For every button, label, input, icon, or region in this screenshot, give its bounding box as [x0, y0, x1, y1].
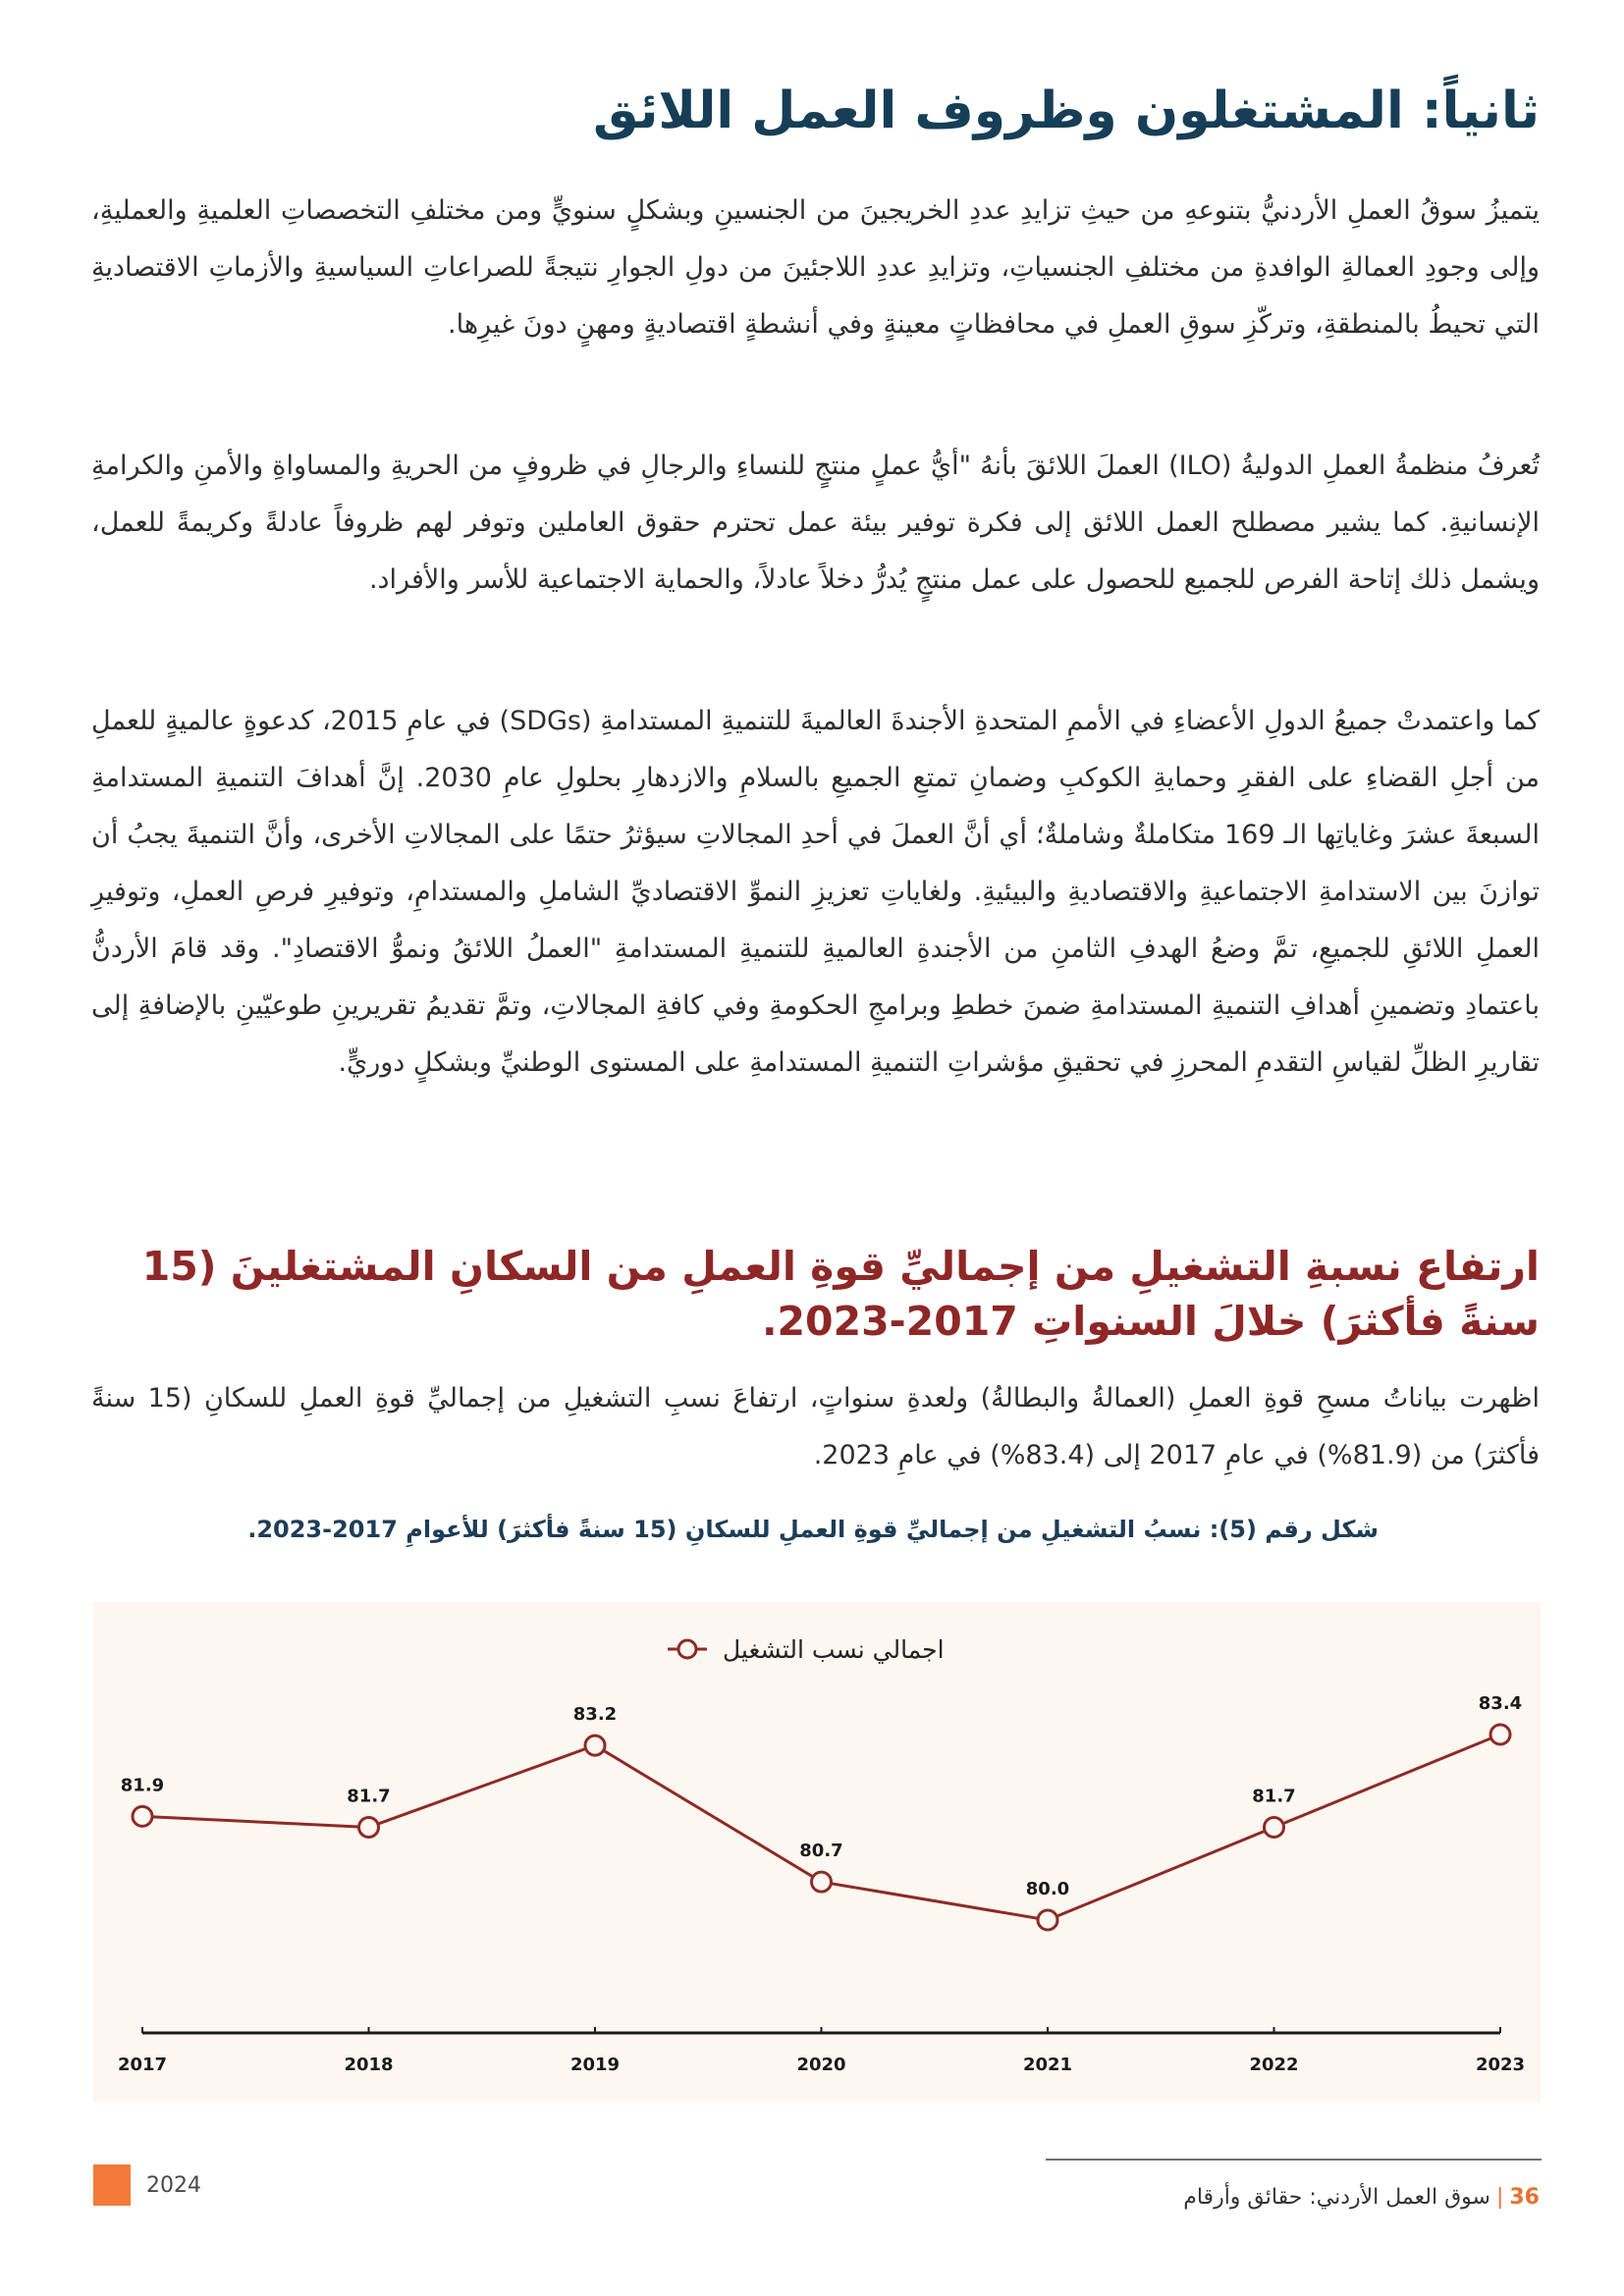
footer-divider	[1046, 2159, 1542, 2161]
section-title: ارتفاع نسبةِ التشغيلِ من إجماليِّ قوةِ العملِ من السكانِ المشتغلينَ (15 سنةً فأكثرَ) خلالَ السنواتِ 2017-2023.	[141, 1243, 1540, 1345]
data-label: 81.7	[1252, 1786, 1296, 1807]
page-title: ثانياً: المشتغلون وظروف العمل اللائق	[592, 81, 1540, 140]
footer-publication	[1183, 2185, 1540, 2210]
publication-title: سوق العمل الأردني: حقائق وأرقام	[1183, 2185, 1490, 2210]
chart-legend	[668, 1629, 945, 1669]
x-axis-label: 2017	[117, 2055, 168, 2075]
figure-caption: شكل رقم (5): نسبُ التشغيلِ من إجماليِّ قوةِ العملِ للسكانِ (15 سنةً فأكثرَ) للأعوامِ 2017-2023.	[247, 1516, 1379, 1543]
orange-square-icon	[93, 2164, 131, 2206]
chart-panel	[93, 1602, 1541, 2103]
x-axis-label: 2019	[569, 2055, 621, 2075]
page-number: 36	[1509, 2185, 1540, 2210]
x-axis-label: 2020	[796, 2055, 846, 2075]
legend-label: اجمالي نسب التشغيل	[723, 1634, 945, 1664]
footer-year: 2024	[146, 2172, 201, 2198]
data-label: 83.4	[1478, 1692, 1523, 1714]
footer-separator: |	[1495, 2185, 1504, 2210]
paragraph-employment-rate: اظهرت بياناتُ مسحِ قوةِ العملِ (العمالةُ والبطالةُ) ولعدةِ سنواتٍ، ارتفاعَ نسبِ التشغيلِ من إجماليِّ قوةِ العملِ للسكانِ (15 سنةً فأكثرَ) من (81.9%) في عامِ 2017 إلى (83.4%) في عامِ 2023.	[91, 1383, 1540, 1470]
paragraph-sdgs: كما واعتمدتْ جميعُ الدولِ الأعضاءِ في الأممِ المتحدةِ الأجندةَ العالميةَ للتنميةِ المستدامةِ (SDGs) في عامِ 2015، كدعوةٍ عالميةٍ للعملِ من أجلِ القضاءِ على الفقرِ وحمايةِ الكوكبِ وضمانِ تمتعِ الجميعِ بالسلامِ والازدهارِ بحلولِ عامِ 2030. إنَّ أهدافَ التنميةِ المستدامةِ السبعةَ عشرَ وغاياتِها الـ 169 متكاملةٌ وشاملةٌ؛ أي أنَّ العملَ في أحدِ المجالاتِ سيؤثرُ حتمًا على المجالاتِ الأخرى، وأنَّ التنميةَ يجبُ أن توازنَ بين الاستدامةِ الاجتماعيةِ والاقتصاديةِ والبيئيةِ. ولغاياتِ تعزيزِ النموِّ الاقتصاديِّ الشاملِ والمستدامِ، وتوفيرِ فرصِ العملِ، وتوفيرِ العملِ اللائقِ للجميعِ، تمَّ وضعُ الهدفِ الثامنِ من الأجندةِ العالميةِ للتنميةِ المستدامةِ "العملُ اللائقُ ونموُّ الاقتصادِ". وقد قامَ الأردنُّ باعتمادِ وتضمينِ أهدافِ التنميةِ المستدامةِ ضمنَ خططِ وبرامجِ الحكومةِ وفي كافةِ المجالاتِ، وتمَّ تقديمُ تقريرينِ طوعيّينِ بالإضافةِ إلى تقاريرِ الظلِّ لقياسِ التقدمِ المحرزِ في تحقيقِ مؤشراتِ التنميةِ المستدامةِ على المستوى الوطنيِّ وبشكلٍ دوريٍّ.	[91, 706, 1540, 1078]
footer-year-block	[93, 2164, 201, 2206]
data-label: 80.7	[799, 1841, 843, 1862]
x-axis-label: 2022	[1249, 2055, 1299, 2075]
paragraph-labor-market: يتميزُ سوقُ العملِ الأردنيُّ بتنوعهِ من حيثِ تزايدِ عددِ الخريجينَ من الجنسينِ وبشكلٍ سنويٍّ ومن مختلفِ التخصصاتِ العلميةِ والعمليةِ، وإلى وجودِ العمالةِ الوافدةِ من مختلفِ الجنسياتِ، وتزايدِ عددِ اللاجئينَ من دولِ الجوارِ نتيجةً للصراعاتِ السياسيةِ والأزماتِ الاقتصاديةِ التي تحيطُ بالمنطقةِ، وتركّزِ سوقِ العملِ في محافظاتٍ معينةٍ وفي أنشطةٍ اقتصاديةٍ ومهنٍ دونَ غيرِها.	[91, 195, 1540, 340]
data-label: 83.2	[572, 1704, 618, 1726]
x-axis-label: 2021	[1022, 2055, 1073, 2075]
paragraph-decent-work-definition: تُعرفُ منظمةُ العملِ الدوليةُ (ILO) العملَ اللائقَ بأنهُ "أيُّ عملٍ منتجٍ للنساءِ والرجالِ في ظروفٍ من الحريةِ والمساواةِ والأمنِ والكرامةِ الإنسانيةِ. كما يشير مصطلح العمل اللائق إلى فكرة توفير بيئة عمل تحترم حقوق العاملين وتوفر لهم ظروفاً عادلةً وكريمةً للعمل، ويشمل ذلك إتاحة الفرص للجميع للحصول على عمل منتجٍ يُدرُّ دخلاً عادلاً، والحماية الاجتماعية للأسر والأفراد.	[91, 451, 1540, 595]
data-label: 81.9	[120, 1775, 165, 1796]
legend-line-marker-icon	[668, 1637, 707, 1661]
x-axis-label: 2018	[344, 2055, 394, 2075]
x-axis-label: 2023	[1475, 2055, 1526, 2075]
data-label: 81.7	[347, 1786, 391, 1807]
data-label: 80.0	[1025, 1879, 1070, 1899]
